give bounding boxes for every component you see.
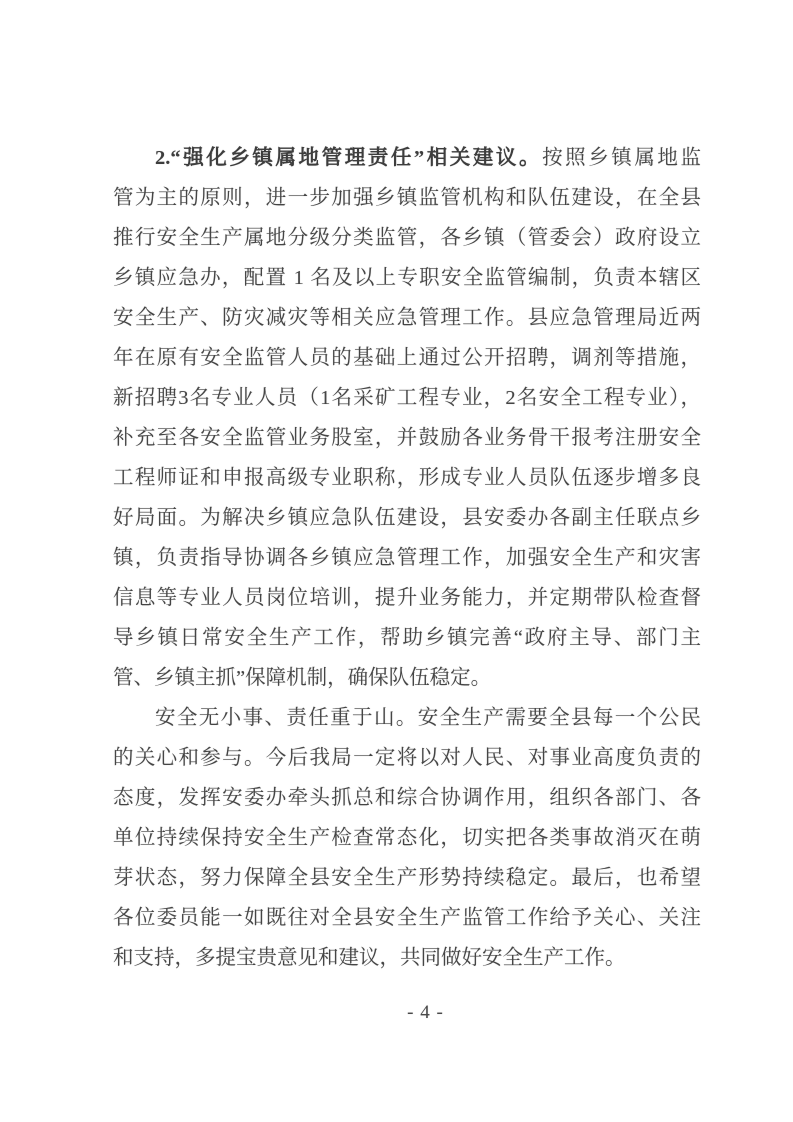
paragraph1-line-6: 年在原有安全监管人员的基础上通过公开招聘，调剂等措施， bbox=[113, 347, 701, 369]
paragraph2-line-7: 和支持，多提宝贵意见和建议，共同做好安全生产工作。 bbox=[113, 947, 626, 969]
page-number: - 4 - bbox=[407, 1002, 444, 1023]
paragraph1-line-13: 导乡镇日常安全生产工作，帮助乡镇完善“政府主导、部门主 bbox=[113, 627, 701, 649]
document-body bbox=[113, 138, 701, 978]
paragraph1-line-12: 信息等专业人员岗位培训，提升业务能力，并定期带队检查督 bbox=[113, 587, 701, 609]
paragraph1-line-5: 安全生产、防灾减灾等相关应急管理工作。县应急管理局近两 bbox=[113, 307, 701, 329]
paragraph2-line-6: 各位委员能一如既往对全县安全生产监管工作给予关心、关注 bbox=[113, 907, 701, 929]
paragraph1-line-8: 补充至各安全监管业务股室，并鼓励各业务骨干报考注册安全 bbox=[113, 427, 701, 449]
section-heading-bold: 2.“强化乡镇属地管理责任”相关建议。 bbox=[155, 147, 543, 169]
paragraph2-line-1: 安全无小事、责任重于山。安全生产需要全县每一个公民 bbox=[155, 707, 701, 729]
line-text: 按照乡镇属地监 bbox=[542, 147, 701, 169]
paragraph1-line-9: 工程师证和申报高级专业职称，形成专业人员队伍逐步增多良 bbox=[113, 467, 701, 489]
paragraph2-line-2: 的关心和参与。今后我局一定将以对人民、对事业高度负责的 bbox=[113, 747, 701, 769]
paragraph1-line-1 bbox=[113, 138, 701, 178]
paragraph2-line-4: 单位持续保持安全生产检查常态化，切实把各类事故消灭在萌 bbox=[113, 827, 701, 849]
paragraph1-line-3: 推行安全生产属地分级分类监管，各乡镇（管委会）政府设立 bbox=[113, 227, 701, 249]
paragraph1-line-14: 管、乡镇主抓”保障机制，确保队伍稳定。 bbox=[113, 667, 492, 689]
paragraph1-line-2: 管为主的原则，进一步加强乡镇监管机构和队伍建设，在全县 bbox=[113, 187, 701, 209]
paragraph1-line-7: 新招聘3名专业人员（1名采矿工程专业，2名安全工程专业）， bbox=[113, 387, 701, 409]
paragraph2-line-3: 态度，发挥安委办牵头抓总和综合协调作用，组织各部门、各 bbox=[113, 787, 701, 809]
paragraph1-line-10: 好局面。为解决乡镇应急队伍建设，县安委办各副主任联点乡 bbox=[113, 507, 701, 529]
paragraph1-line-11: 镇，负责指导协调各乡镇应急管理工作，加强安全生产和灾害 bbox=[113, 547, 701, 569]
paragraph2-line-5: 芽状态，努力保障全县安全生产形势持续稳定。最后，也希望 bbox=[113, 867, 701, 889]
paragraph1-line-4: 乡镇应急办，配置 1 名及以上专职安全监管编制，负责本辖区 bbox=[113, 267, 701, 289]
